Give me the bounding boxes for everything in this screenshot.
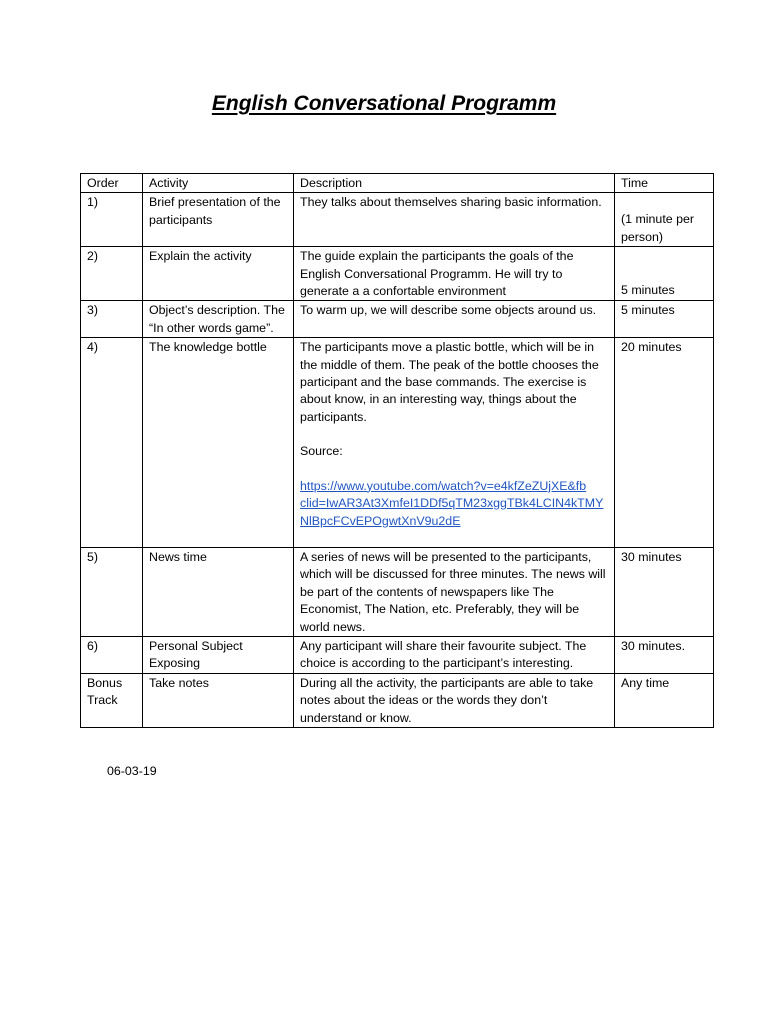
table-row (81, 636, 714, 673)
description-text: They talks about themselves sharing basic information. (300, 195, 602, 210)
description-cell (294, 636, 615, 673)
time-cell: 30 minutes. (615, 636, 714, 673)
activity-cell: Explain the activity (143, 247, 294, 301)
table-row (81, 338, 714, 548)
description-cell (294, 193, 615, 247)
table-row (81, 673, 714, 727)
page-title (0, 92, 768, 116)
page-title-text: English Conversational Programm (211, 92, 557, 115)
order-cell: 2) (81, 247, 143, 301)
description-cell (294, 673, 615, 727)
description-cell (294, 247, 615, 301)
description-cell (294, 338, 615, 548)
order-cell: 3) (81, 301, 143, 338)
table-row (81, 193, 714, 247)
header-time: Time (615, 174, 714, 193)
time-cell: 20 minutes (615, 338, 714, 548)
activity-table (80, 173, 714, 728)
activity-cell: The knowledge bottle (143, 338, 294, 548)
header-description: Description (294, 174, 615, 193)
time-text: 5 minutes (621, 283, 675, 298)
document-date: 06-03-19 (107, 764, 157, 778)
table-row (81, 301, 714, 338)
activity-cell: Object’s description. The “In other words game”. (143, 301, 294, 338)
time-cell: Any time (615, 673, 714, 727)
order-cell: 6) (81, 636, 143, 673)
description-text: To warm up, we will describe some objects around us. (300, 303, 597, 318)
header-activity: Activity (143, 174, 294, 193)
description-text: A series of news will be presented to the participants, which will be discussed for three minutes. The news will be part of the contents of newspapers like The Economist, The Nation, etc. Preferably, they will be world news. (300, 549, 606, 634)
order-cell: Bonus Track (81, 673, 143, 727)
activity-cell: Brief presentation of the participants (143, 193, 294, 247)
order-cell: 1) (81, 193, 143, 247)
description-text: During all the activity, the participants are able to take notes about the ideas or the words they don’t understand or know. (300, 675, 594, 725)
time-cell: 5 minutes (615, 301, 714, 338)
header-order: Order (81, 174, 143, 193)
description-cell (294, 301, 615, 338)
order-cell: 5) (81, 547, 143, 636)
time-text: (1 minute per person) (621, 212, 695, 244)
description-text: The participants move a plastic bottle, which will be in the middle of them. The peak of the bottle chooses the participant and the base commands. The exercise is about know, in an interesting way, things about the participants. (300, 340, 599, 424)
source-link[interactable]: https://www.youtube.com/watch?v=e4kfZeZUjXE&fb clid=IwAR3At3XmfeI1DDf5qTM23xggTBk4LCIN4kTMY NlBpcFCvEPOgwtXnV9u2dE (300, 478, 604, 528)
activity-cell: Take notes (143, 673, 294, 727)
order-cell: 4) (81, 338, 143, 548)
time-cell: 30 minutes (615, 547, 714, 636)
table-row (81, 247, 714, 301)
description-cell (294, 547, 615, 636)
table-row (81, 547, 714, 636)
activity-cell: Personal Subject Exposing (143, 636, 294, 673)
source-label: Source: (300, 444, 343, 459)
table-header-row (81, 174, 714, 193)
time-cell (615, 247, 714, 301)
time-cell (615, 193, 714, 247)
description-text: The guide explain the participants the goals of the English Conversational Programm. He will try to generate a a confortable environment (300, 249, 574, 299)
description-text: Any participant will share their favourite subject. The choice is according to the participant’s interesting. (300, 638, 587, 671)
activity-cell: News time (143, 547, 294, 636)
